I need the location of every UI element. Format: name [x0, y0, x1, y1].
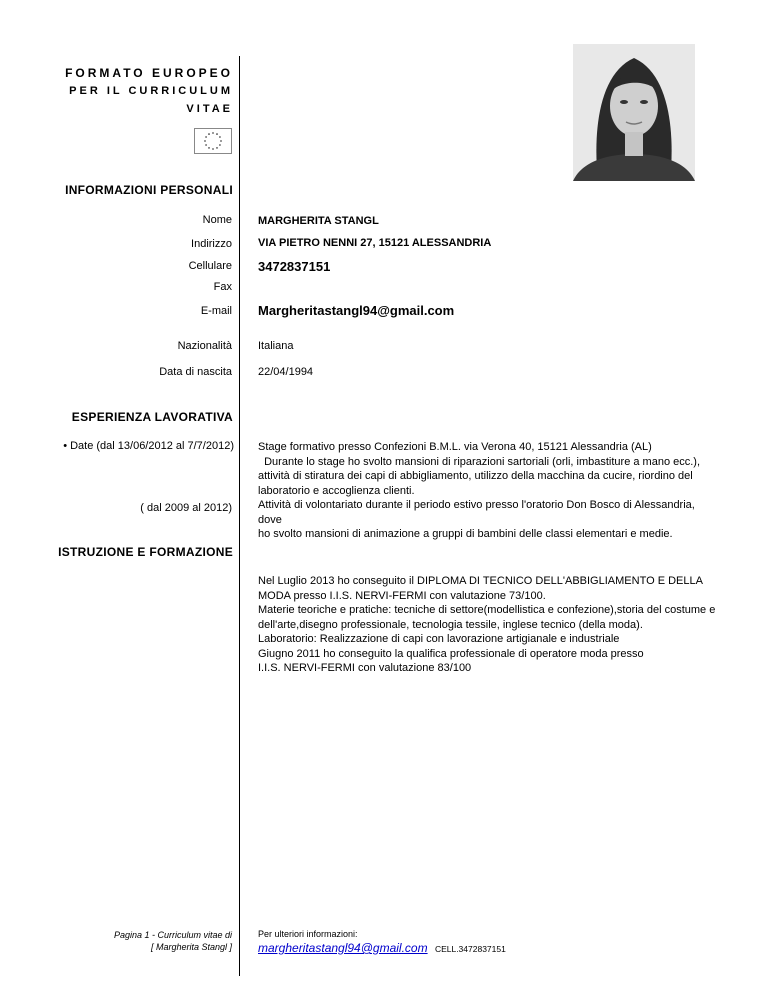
education-line: Materie teoriche e pratiche: tecniche di settore(modellistica e confezione),storia del costume e [258, 604, 716, 616]
flag-star-icon [216, 147, 218, 149]
header-line-3: VITAE [186, 103, 233, 115]
profile-photo [573, 44, 695, 181]
email-value: Margheritastangl94@gmail.com [258, 303, 455, 318]
flag-star-icon [212, 132, 214, 134]
flag-star-icon [208, 147, 210, 149]
footer-name-line: [ Margherita Stangl ] [150, 942, 232, 952]
flag-star-icon [205, 136, 207, 138]
mobile-value: 3472837151 [258, 259, 331, 274]
work-date-2: ( dal 2009 al 2012) [140, 502, 232, 514]
flag-star-icon [205, 144, 207, 146]
flag-star-icon [220, 140, 222, 142]
education-line: Laboratorio: Realizzazione di capi con lavorazione artigianale e industriale [258, 633, 620, 645]
address-value: VIA PIETRO NENNI 27, 15121 ALESSANDRIA [258, 237, 492, 249]
footer-info-label: Per ulteriori informazioni: [258, 929, 358, 939]
section-work-experience: ESPERIENZA LAVORATIVA [71, 410, 233, 424]
footer-email-link[interactable]: margheritastangl94@gmail.com [258, 941, 428, 955]
eu-flag-icon [194, 128, 232, 154]
work-line: Stage formativo presso Confezioni B.M.L. via Verona 40, 15121 Alessandria (AL) [258, 441, 652, 453]
footer-page-info [114, 929, 232, 953]
flag-star-icon [208, 133, 210, 135]
work-line: ho svolto mansioni di animazione a gruppi di bambini delle classi elementari e medie. [258, 528, 673, 540]
column-divider [239, 56, 240, 976]
header-line-2: PER IL CURRICULUM [69, 85, 233, 97]
education-line: Nel Luglio 2013 ho conseguito il DIPLOMA DI TECNICO DELL'ABBIGLIAMENTO E DELLA [258, 575, 703, 587]
section-personal-info: INFORMAZIONI PERSONALI [65, 183, 233, 197]
flag-star-icon [216, 133, 218, 135]
work-line: Attività di volontariato durante il periodo estivo presso l'oratorio Don Bosco di Alessandria, dove [258, 499, 695, 526]
flag-star-icon [219, 136, 221, 138]
work-description [258, 440, 718, 542]
mobile-label: Cellulare [188, 260, 232, 272]
nationality-value: Italiana [258, 340, 294, 352]
birth-value: 22/04/1994 [258, 366, 314, 378]
work-line: Durante lo stage ho svolto mansioni di riparazioni sartoriali (orli, imbastiture a mano ecc.), [258, 455, 701, 468]
nationality-label: Nazionalità [177, 340, 232, 352]
footer-cell: CELL.3472837151 [434, 944, 506, 954]
header-line-1: FORMATO EUROPEO [65, 66, 233, 80]
work-line: attività di stiratura dei capi di abbigliamento, utilizzo della macchina da cucire, riordino del [258, 470, 693, 482]
education-line: I.I.S. NERVI-FERMI con valutazione 83/100 [258, 662, 472, 674]
address-label: Indirizzo [191, 238, 232, 250]
email-label: E-mail [200, 305, 232, 317]
flag-star-icon [204, 140, 206, 142]
section-education: ISTRUZIONE E FORMAZIONE [58, 545, 233, 559]
work-line: laboratorio e accoglienza clienti. [258, 484, 415, 497]
education-line: Giugno 2011 ho conseguito la qualifica professionale di operatore moda presso [258, 647, 644, 660]
fax-label: Fax [213, 281, 232, 293]
flag-star-icon [219, 144, 221, 146]
education-line: MODA presso I.I.S. NERVI-FERMI con valutazione 73/100. [258, 589, 546, 602]
footer-contact [258, 941, 506, 955]
name-value: MARGHERITA STANGL [258, 215, 379, 227]
education-line: dell'arte,disegno professionale, tecnologia tessile, inglese tecnico (della moda). [258, 618, 643, 631]
flag-star-icon [212, 148, 214, 150]
birth-label: Data di nascita [159, 366, 232, 378]
footer-page-line: Pagina 1 - Curriculum vitae di [113, 930, 232, 940]
name-label: Nome [202, 214, 232, 226]
work-date-1: • Date (dal 13/06/2012 al 7/7/2012) [63, 440, 234, 452]
education-description [258, 574, 718, 676]
